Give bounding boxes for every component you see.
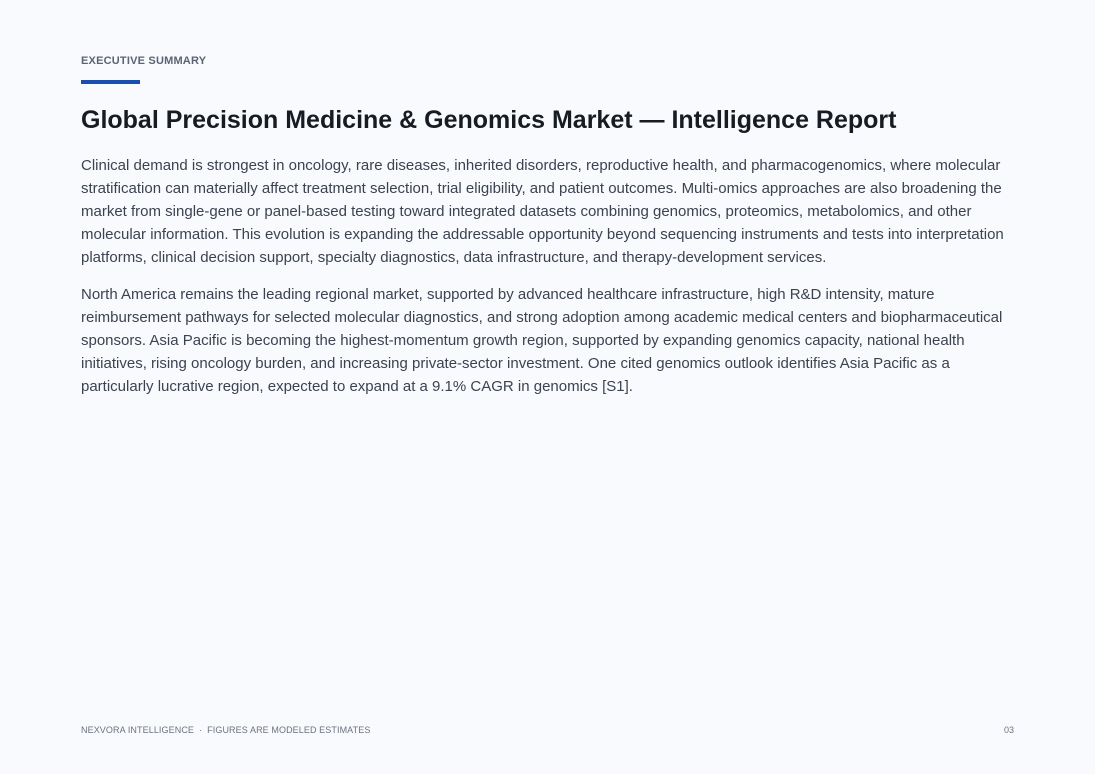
summary-paragraph: Clinical demand is strongest in oncology, rare diseases, inherited disorders, reproductive health, and pharmacogenomics, where molecular stratification can materially affect treatment selection, trial eligibility, and patient outcomes. Multi-omics approaches are also broadening the market from single-gene or panel-based testing toward integrated datasets combining genomics, proteomics, metabolomics, and other molecular information. This evolution is expanding the addressable opportunity beyond sequencing instruments and tests into interpretation platforms, clinical decision support, specialty diagnostics, data infrastructure, and therapy-development services.: [81, 157, 1004, 266]
footer-separator: ·: [199, 725, 203, 735]
summary-paragraph: North America remains the leading regional market, supported by advanced healthcare infrastructure, high R&D intensity, mature reimbursement pathways for selected molecular diagnostics, and strong adoption among academic medical centers and biopharmaceutical sponsors. Asia Pacific is becoming the highest-momentum growth region, supported by expanding genomics capacity, national health initiatives, rising oncology burden, and increasing private-sector investment. One cited genomics outlook identifies Asia Pacific as a particularly lucrative region, expected to expand at a 9.1% CAGR in genomics [S1].: [81, 286, 1003, 395]
section-eyebrow: EXECUTIVE SUMMARY: [81, 55, 207, 67]
summary-body: [81, 154, 1011, 412]
footer-note: [81, 725, 370, 735]
page-number: 03: [1003, 725, 1014, 735]
footer-disclaimer: FIGURES ARE MODELED ESTIMATES: [207, 725, 371, 735]
footer-brand: NEXVORA INTELLIGENCE: [81, 725, 195, 735]
accent-divider: [81, 80, 140, 84]
page-title: Global Precision Medicine & Genomics Market — Intelligence Report: [81, 106, 897, 134]
